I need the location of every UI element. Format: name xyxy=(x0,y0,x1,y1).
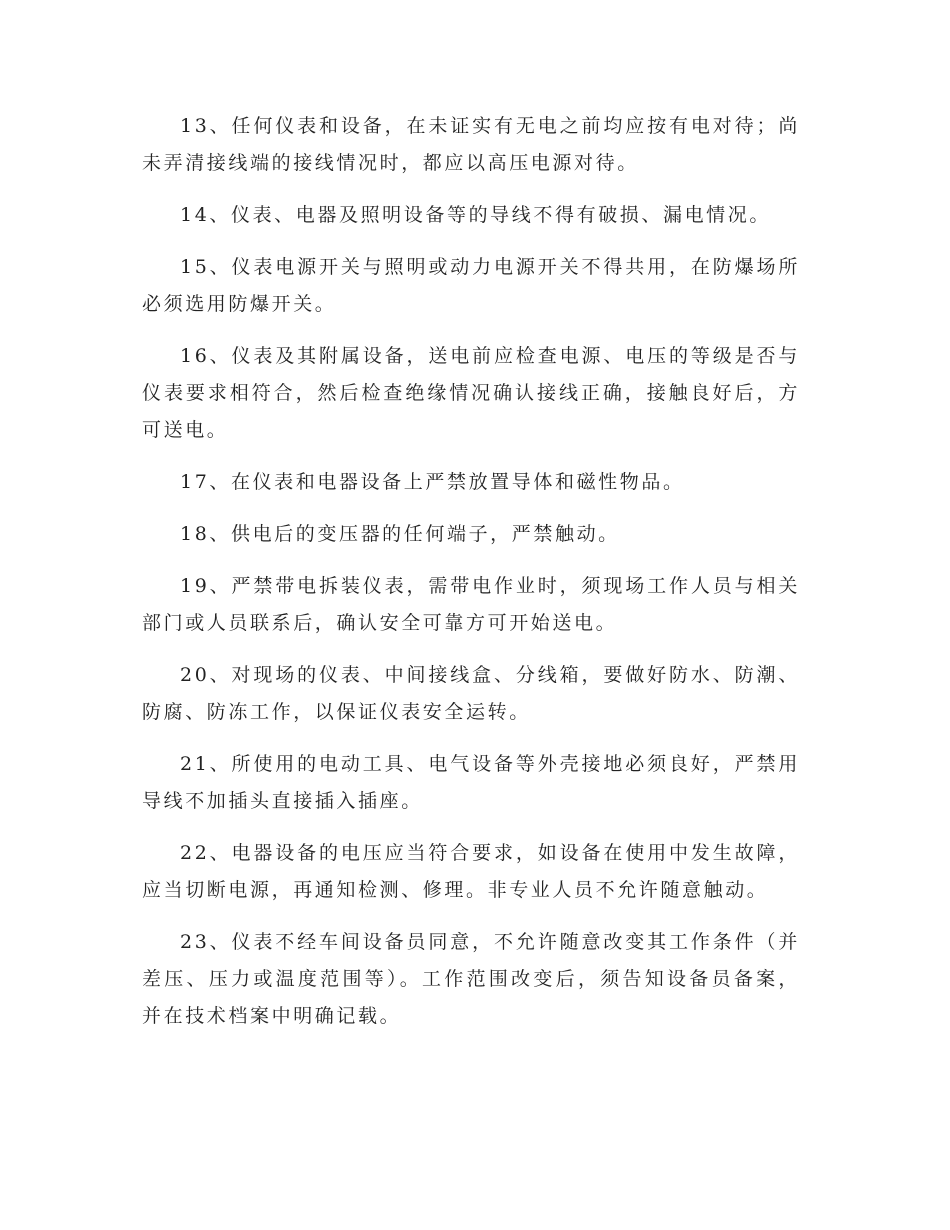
paragraph-18: 18、供电后的变压器的任何端子，严禁触动。 xyxy=(180,523,620,545)
paragraph-16: 16、仪表及其附属设备，送电前应检查电源、电压的等级是否与仪表要求相符合，然后检查绝缘情况确认接线正确，接触良好后，方可送电。 xyxy=(142,345,800,441)
paragraph-21: 21、所使用的电动工具、电气设备等外壳接地必须良好，严禁用导线不加插头直接插入插座。 xyxy=(142,753,800,812)
paragraph-19: 19、严禁带电拆装仪表，需带电作业时，须现场工作人员与相关部门或人员联系后，确认安全可靠方可开始送电。 xyxy=(142,575,800,634)
paragraph-15: 15、仪表电源开关与照明或动力电源开关不得共用，在防爆场所必须选用防爆开关。 xyxy=(142,256,800,315)
paragraph-22: 22、电器设备的电压应当符合要求，如设备在使用中发生故障，应当切断电源，再通知检测、修理。非专业人员不允许随意触动。 xyxy=(142,842,800,901)
paragraph-20: 20、对现场的仪表、中间接线盒、分线箱，要做好防水、防潮、防腐、防冻工作，以保证仪表安全运转。 xyxy=(142,664,800,723)
paragraph-23: 23、仪表不经车间设备员同意，不允许随意改变其工作条件（并差压、压力或温度范围等）。工作范围改变后，须告知设备员备案，并在技术档案中明确记载。 xyxy=(142,931,800,1027)
paragraph-17: 17、在仪表和电器设备上严禁放置导体和磁性物品。 xyxy=(180,471,685,493)
paragraph-13: 13、任何仪表和设备，在未证实有无电之前均应按有电对待；尚未弄清接线端的接线情况时，都应以高压电源对待。 xyxy=(142,115,800,174)
paragraph-14: 14、仪表、电器及照明设备等的导线不得有破损、漏电情况。 xyxy=(180,204,771,226)
